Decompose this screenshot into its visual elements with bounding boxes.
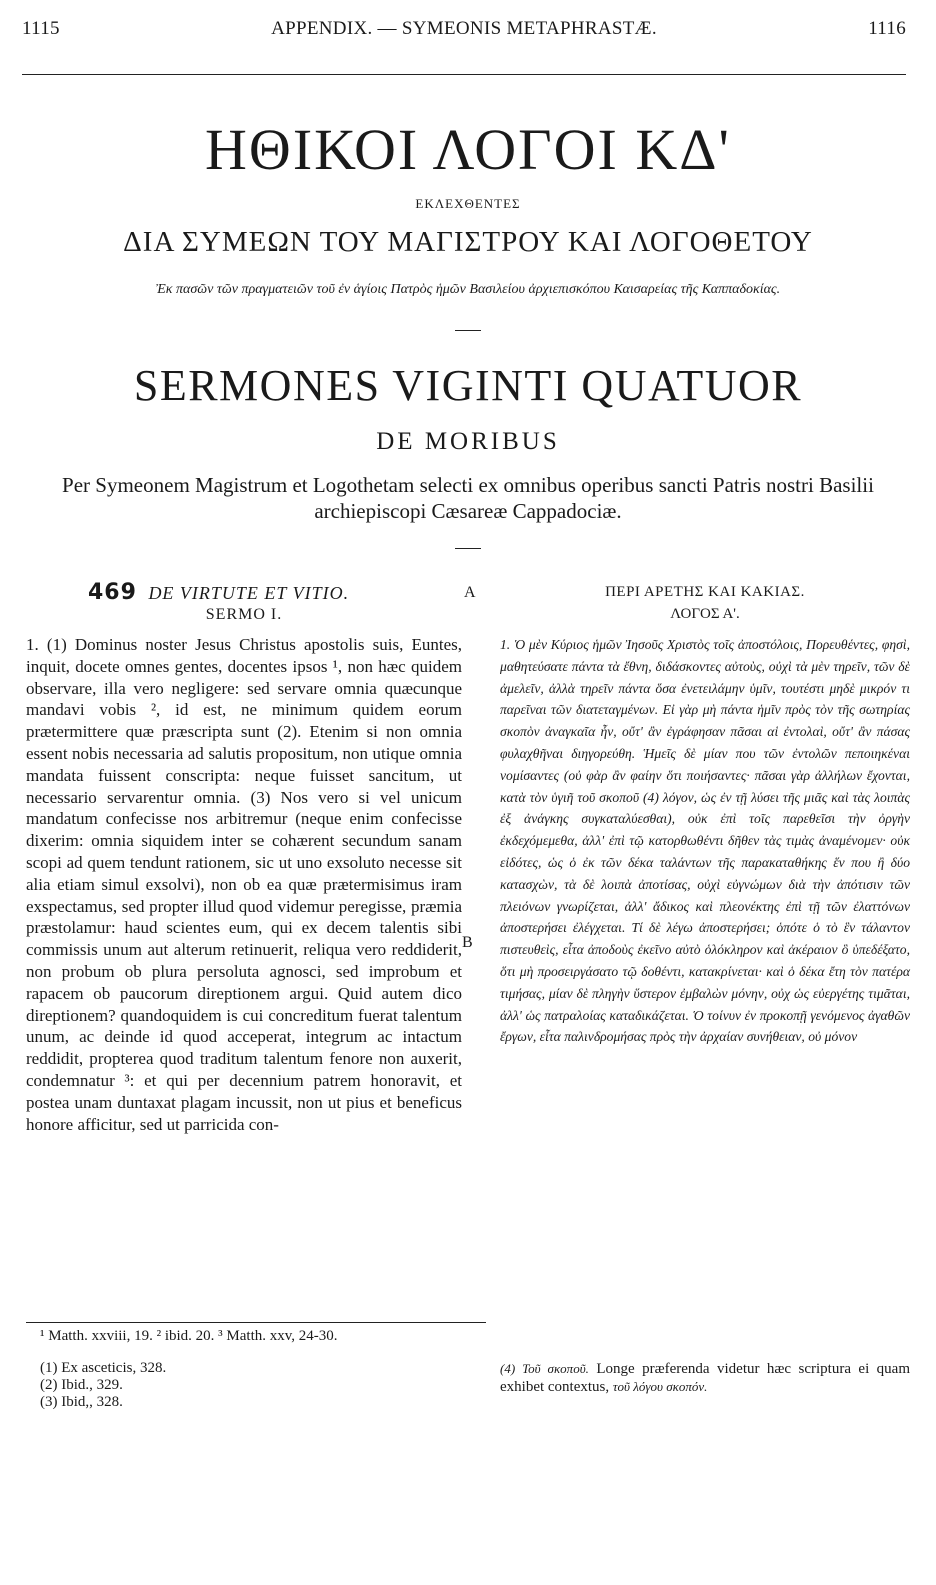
footnote-3: (3) Ibid,, 328. bbox=[40, 1394, 123, 1410]
latin-section-title-text: DE VIRTUTE ET VITIO. bbox=[148, 583, 350, 603]
footnote-4-greek: τοῦ λόγου σκοπόν. bbox=[612, 1379, 708, 1394]
margin-marker-b: B bbox=[462, 934, 473, 951]
column-number-left: 1115 bbox=[22, 18, 60, 39]
greek-body-text: 1. Ὁ μὲν Κύριος ἡμῶν Ἰησοῦς Χριστὸς τοῖς ἀποστόλοις, Πορευθέντες, φησὶ, μαθητεύσατε πάντα τὰ ἔθνη, διδάσκοντες αὐτοὺς, οὐχὶ τὰ μὲν τηρεῖν, τῶν δὲ ἀμελεῖν, ἀλλὰ τηρεῖν πάντα ὅσα ἐνετειλάμην ὑμῖν, τουτέστι μηδὲ μικρόν τι παρεῖναι τῶν διατεταγμένων. Εἰ γὰρ μὴ πάντα ἡμῖν πρὸς τὸν τῆς σωτηρίας σκοπὸν ἀναγκαῖα ἦν, οὔτ' ἂν ἐγράφησαν πᾶσαι αἱ ἐντολαὶ, οὔτ' ἂν πάσας φυλαχθῆναι διηγορεύθη. Ἡμεῖς δὲ μίαν που τῶν ἐντολῶν πεποιηκέναι νομίσαντες (οὐ φὰρ ἂν φαίην ὅτι ποιήσαντες· πᾶσαι γὰρ ἀλλήλων ἔχονται, κατὰ τὸν ὑγιῆ τοῦ σκοποῦ (4) λόγον, ὡς ἐν τῇ λύσει τῆς μιᾶς καὶ τὰς λοιπὰς ἐξ ἀνάγκης συγκαταλύεσθαι), οὐκ ἐπὶ τοῖς παρεθεῖσι τὴν ὀργὴν ἐκδεχόμεμεθα, ἀλλ' ἐπὶ τῷ κατορθωθέντι δῆθεν τὰς τιμὰς ἀναμένομεν· οὐκ εἰδότες, ὡς ὁ ἐκ τῶν δέκα ταλάντων τῆς παρακαταθήκης ἕν που ἢ δύο κατασχὼν, τὰ δὲ λοιπὰ ἀποτίσας, οὐχὶ εὐγνώμων διὰ τὴν ἀπότισιν τῶν πλειόνων γνωρίζεται, ἀλλ' ἄδικος καὶ πλεονέκτης ἐπὶ τῇ τῶν ἐλαττόνων ἀποστερήσει ἐλέγχεται. Τί δὲ λέγω ἀποστερήσει; ὁπότε ὁ τὸ ἓν τάλαντον πιστευθεὶς, εἶτα ἀποδοὺς ἐκεῖνο αὐτὸ ὁλόκληρον καὶ ἀκέραιον ὃ ὑπεδέξατο, ὅτι μὴ προσειργάσατο τῷ δοθέντι, κατακρίνεται· καὶ ὁ δέκα ἔτη τὸν πατέρα τιμήσας, μίαν δὲ πληγὴν ὕστερον ἐμβαλὼν μόνην, οὐχ ὡς εὐεργέτης τιμᾶται, ἀλλ' ὡς πατραλοίας καταδικάζεται. Ὁ τοίνυν ἐν προκοπῇ γενόμενος ἀγαθῶν ἔργων, εἶτα παλινδρομήσας πρὸς τὴν ἀρχαίαν συνήθειαν, οὐ μόνον bbox=[500, 637, 910, 1045]
running-head-title: APPENDIX. — SYMEONIS METAPHRASTÆ. bbox=[271, 18, 657, 39]
latin-main-title: SERMONES VIGINTI QUATUOR bbox=[133, 361, 803, 410]
header-rule bbox=[22, 74, 906, 75]
greek-subtitle-1: ΕΚΛΕΧΘΕΝΤΕΣ bbox=[415, 196, 521, 211]
latin-body-text: 1. (1) Dominus noster Jesus Christus apostolis suis, Euntes, inquit, docete omnes gentes, docentes ipsos ¹, non hæc quidem observare, illa vero negligere: sed servare omnia quæcunque mandavi vobis ², id est, ne minimum quidem eorum prætermittere quæ præscripta sunt (2). Etenim si non omnia essent nobis necessaria ad salutis propositum, non utique omnia mandata fuissent conscripta: neque fuisset sancitum, ut necessario servarentur omnia. (3) Nos vero si vel unicum mandatum confecisse nos arbitremur (neque enim confecisse dixerim: omnia siquidem inter se cohærent secundum sanam scopi ad quem tendunt rationem, sic ut uno exsoluto necesse sit alia etiam simul exsolvi), non ob ea quæ prætermisimus iram exspectamus, sed propter illud quod videmur peregisse, præmia præstolamur: haud scientes eum, qui ex decem talentis sibi commissis unum aut alterum retinuerit, reliqua vero reddiderit, non probum ob plura persoluta agnosci, sed improbum et rapacem ob paucorum direptionem argui. Quid autem dico direptionem? quandoquidem is cui concreditum fuerat talentum unum, ac deinde id quod acceperat, integrum ac intactum reddidit, propterea quod traditum talentum fenore non auxerit, condemnatur ³: et qui per decennium patrem honoravit, et postea unam duntaxat plagam incussit, non ut pius et beneficus honore afficitur, sed ut parricida con- bbox=[26, 635, 462, 1134]
greek-column bbox=[500, 580, 910, 1048]
editor-notes-left bbox=[40, 1360, 166, 1411]
greek-section-title: ΠΕΡΙ ΑΡΕΤΗΣ ΚΑΙ ΚΑΚΙΑΣ. bbox=[605, 584, 805, 600]
latin-subtitle-2: Per Symeonem Magistrum et Logothetam selecti ex omnibus operibus sancti Patris nostri Basilii archiepiscopi Cæsareæ Cappadociæ. bbox=[62, 473, 874, 523]
title-divider-2 bbox=[455, 548, 481, 549]
latin-column bbox=[26, 580, 462, 1135]
column-number-right: 1116 bbox=[868, 18, 906, 39]
latin-section-title bbox=[26, 580, 462, 606]
greek-sermo-heading: ΛΟΓΟΣ Α'. bbox=[670, 606, 740, 622]
margin-marker-a: A bbox=[464, 584, 476, 601]
footnote-4-label: (4) Τοῦ σκοποῦ. bbox=[500, 1361, 589, 1376]
greek-subtitle-3: Ἐκ πασῶν τῶν πραγματειῶν τοῦ ἐν ἁγίοις Πατρὸς ἡμῶν Βασιλείου ἀρχιεπισκόπου Καισαρείας τῆς Καππαδοκίας. bbox=[155, 282, 781, 297]
editor-notes-right bbox=[500, 1360, 910, 1396]
title-divider-1 bbox=[455, 330, 481, 331]
latin-subtitle-1: DE MORIBUS bbox=[376, 428, 560, 455]
greek-subtitle-2: ΔΙΑ ΣΥΜΕΩΝ ΤΟΥ ΜΑΓΙΣΤΡΟΥ ΚΑΙ ΛΟΓΟΘΕΤΟΥ bbox=[123, 226, 813, 258]
footnote-4-latin: Longe præferenda videtur hæc scriptura ei quam exhibet contextus, bbox=[500, 1361, 910, 1395]
footnote-1: (1) Ex asceticis, 328. bbox=[40, 1360, 167, 1376]
footnote-rule bbox=[26, 1322, 486, 1323]
scripture-footnotes: ¹ Matth. xxviii, 19. ² ibid. 20. ³ Matth. xxv, 24-30. bbox=[40, 1328, 338, 1344]
running-head bbox=[22, 18, 906, 44]
greek-main-title: ΗΘΙΚΟΙ ΛΟΓΟΙ ΚΔ' bbox=[205, 117, 731, 182]
column-marker-number: 469 bbox=[88, 580, 137, 605]
latin-sermo-heading: SERMO I. bbox=[205, 606, 283, 623]
footnote-2: (2) Ibid., 329. bbox=[40, 1377, 123, 1393]
